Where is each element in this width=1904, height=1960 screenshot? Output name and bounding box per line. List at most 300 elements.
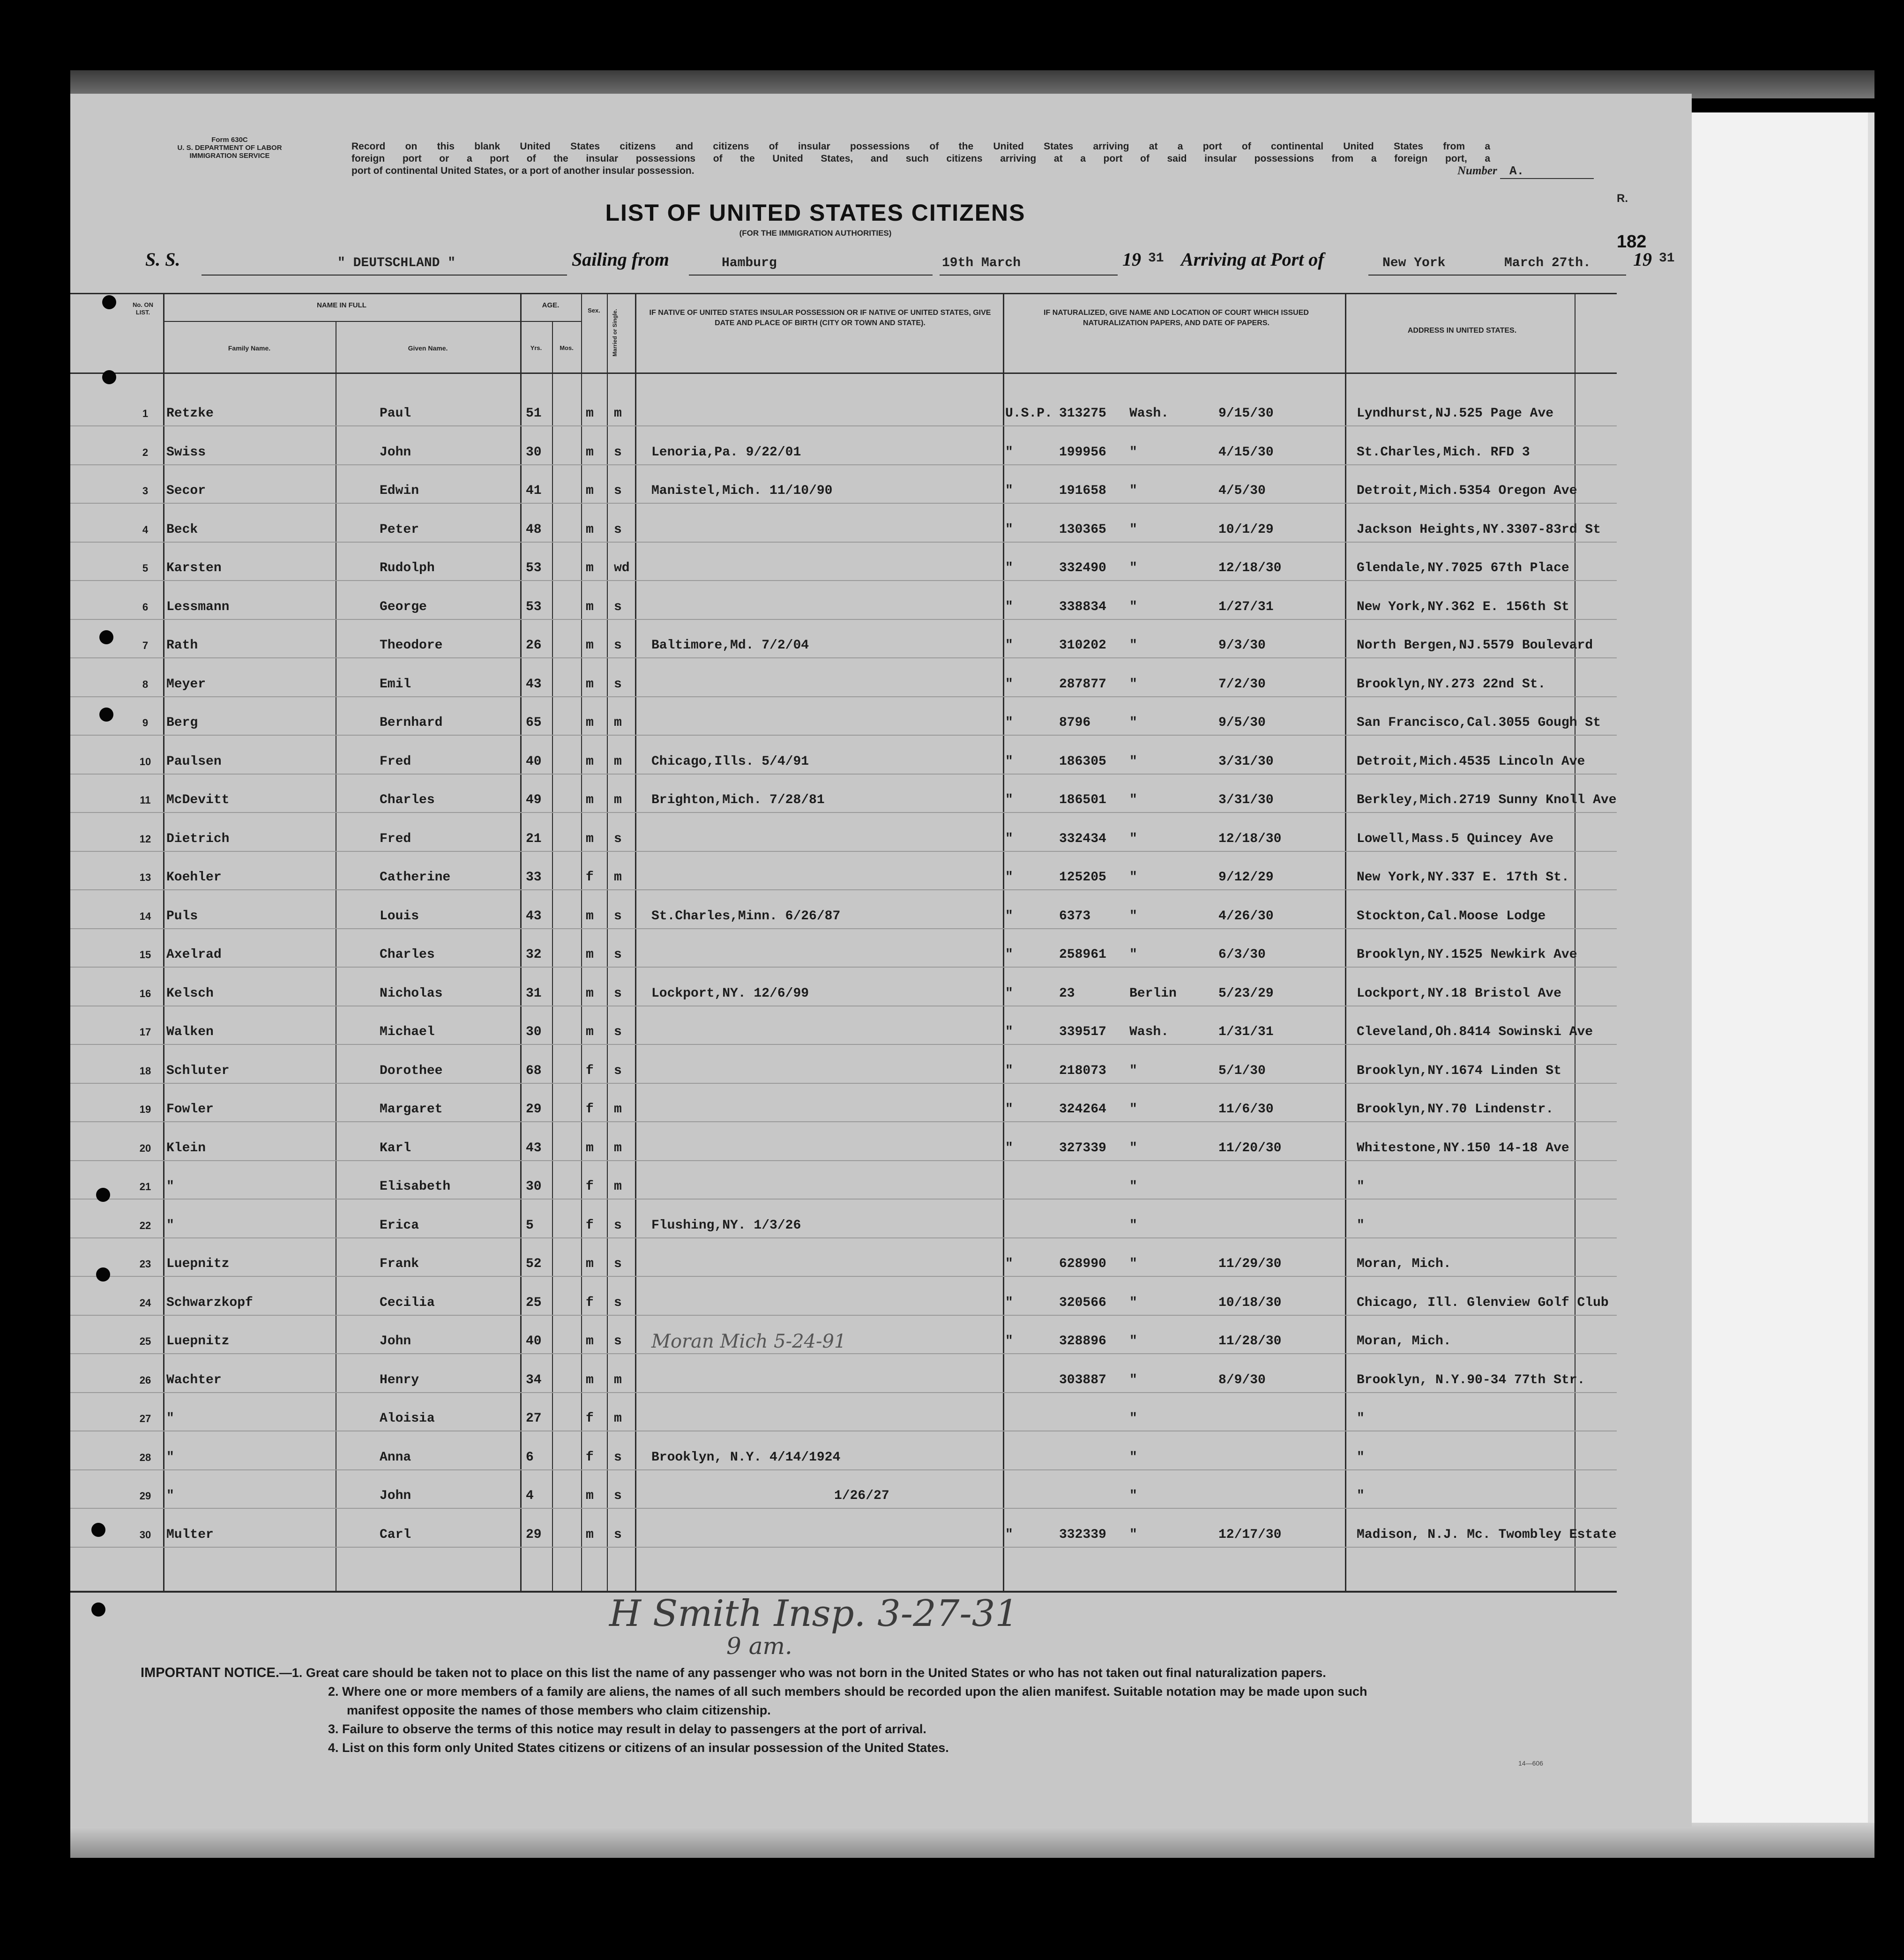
cell-address: Moran, Mich. [1357, 1257, 1451, 1271]
cell-court: " [1129, 1218, 1137, 1233]
row-rule [70, 1160, 1617, 1161]
cell-no: 15 [139, 949, 151, 961]
cell-age: 51 [526, 406, 542, 421]
cell-ms: s [614, 445, 622, 460]
col-divider [581, 293, 582, 1591]
cell-no: 29 [139, 1490, 151, 1502]
cell-family: Meyer [166, 677, 206, 692]
cell-ms: s [614, 1257, 622, 1271]
notice-text: —1. Great care should be taken not to place on this list the name of any passenger who was not born in the United States or who has not taken out final naturalization papers. [279, 1666, 1326, 1680]
cell-sex: f [586, 1063, 594, 1078]
cell-given: Bernhard [380, 715, 443, 730]
cell-age: 27 [526, 1411, 542, 1426]
cell-cert: 125205 [1059, 870, 1106, 885]
cell-ms: s [614, 484, 622, 498]
cell-ms: s [614, 1450, 622, 1465]
cell-prefix: " [1005, 484, 1013, 498]
cell-family: Dietrich [166, 831, 230, 846]
cell-sex: m [586, 599, 594, 614]
cell-prefix: " [1005, 1063, 1013, 1078]
cell-age: 43 [526, 1140, 542, 1155]
cell-court: " [1129, 831, 1137, 846]
manifest-page [70, 94, 1692, 1827]
cell-date: 9/15/30 [1218, 406, 1274, 421]
cell-no: 3 [142, 485, 149, 497]
header-sex: Sex. [588, 307, 600, 314]
cell-court: " [1129, 947, 1137, 962]
cell-sex: f [586, 1218, 594, 1233]
cell-cert: 191658 [1059, 484, 1106, 498]
cell-age: 53 [526, 561, 542, 575]
notice-line-2: 2. Where one or more members of a family are aliens, the names of all such members should be recorded upon the alien manifest. Suitable notation may be made upon such [328, 1684, 1367, 1699]
cell-court: " [1129, 793, 1137, 807]
row-rule [70, 735, 1617, 736]
row-rule [70, 1315, 1617, 1316]
cell-age: 30 [526, 1025, 542, 1039]
cell-family: McDevitt [166, 793, 230, 807]
cell-sex: m [586, 1140, 594, 1155]
cell-family: Karsten [166, 561, 222, 575]
cell-court: " [1129, 1102, 1137, 1117]
cell-date: 10/18/30 [1218, 1295, 1282, 1310]
cell-cert: 218073 [1059, 1063, 1106, 1078]
cell-cert: 186305 [1059, 754, 1106, 769]
cell-family: Beck [166, 522, 198, 537]
cell-ms: s [614, 1527, 622, 1542]
header-given: Given Name. [408, 344, 448, 352]
cell-date: 9/3/30 [1218, 638, 1266, 653]
cell-given: Elisabeth [380, 1179, 451, 1194]
cell-court: " [1129, 445, 1137, 460]
notice-heading: IMPORTANT NOTICE. [141, 1665, 279, 1680]
cell-date: 9/5/30 [1218, 715, 1266, 730]
cell-given: Charles [380, 947, 435, 962]
punch-hole [102, 370, 116, 384]
cell-prefix: " [1005, 754, 1013, 769]
cell-birth: Manistel,Mich. 11/10/90 [651, 484, 833, 498]
cell-age: 49 [526, 793, 542, 807]
row-rule [70, 1083, 1617, 1084]
cell-prefix: " [1005, 909, 1013, 924]
cell-sex: f [586, 1295, 594, 1310]
cell-date: 3/31/30 [1218, 793, 1274, 807]
cell-sex: m [586, 1489, 594, 1503]
cell-prefix: " [1005, 445, 1013, 460]
cell-family: Berg [166, 715, 198, 730]
cell-family: Swiss [166, 445, 206, 460]
cell-given: Charles [380, 793, 435, 807]
signature-text: H Smith Insp. 3-27-31 [609, 1593, 1018, 1635]
cell-court: " [1129, 677, 1137, 692]
cell-ms: s [614, 1063, 622, 1078]
cell-no: 16 [139, 987, 151, 999]
number-label: Number [1457, 164, 1497, 177]
cell-prefix: " [1005, 831, 1013, 846]
cell-date: 11/20/30 [1218, 1140, 1282, 1155]
row-rule [70, 1547, 1617, 1548]
number-field [1457, 164, 1594, 179]
cell-ms: s [614, 677, 622, 692]
cell-court: " [1129, 870, 1137, 885]
cell-no: 18 [139, 1065, 151, 1077]
header-mos: Mos. [560, 344, 574, 351]
cell-address: Chicago, Ill. Glenview Golf Club [1357, 1295, 1609, 1310]
cell-sex: m [586, 754, 594, 769]
cell-date: 1/27/31 [1218, 599, 1274, 614]
cell-address: Lockport,NY.18 Bristol Ave [1357, 986, 1561, 1001]
arrival-year: 31 [1659, 251, 1675, 266]
cell-court: " [1129, 1372, 1137, 1387]
service-name: IMMIGRATION SERVICE [189, 152, 270, 160]
cell-birth: Lockport,NY. 12/6/99 [651, 986, 809, 1001]
cell-prefix: " [1005, 1257, 1013, 1271]
inspector-signature [586, 1588, 1195, 1659]
cell-court: " [1129, 1063, 1137, 1078]
cell-no: 22 [139, 1219, 151, 1231]
page-subtitle: (FOR THE IMMIGRATION AUTHORITIES) [739, 229, 892, 238]
department-name: U. S. DEPARTMENT OF LABOR [177, 144, 282, 152]
cell-age: 68 [526, 1063, 542, 1078]
arrival-underline [1368, 275, 1626, 276]
cell-address: North Bergen,NJ.5579 Boulevard [1357, 638, 1593, 653]
departure-year: 31 [1148, 251, 1164, 266]
cell-no: 4 [142, 523, 149, 536]
cell-no: 27 [139, 1413, 151, 1424]
cell-prefix: " [1005, 1527, 1013, 1542]
row-rule [70, 1237, 1617, 1238]
row-rule [70, 774, 1617, 775]
cell-age: 30 [526, 445, 542, 460]
cell-no: 13 [139, 872, 151, 883]
cell-no: 11 [140, 794, 151, 806]
cell-age: 29 [526, 1102, 542, 1117]
cell-given: Paul [380, 406, 411, 421]
cell-given: John [380, 1334, 411, 1349]
cell-sex: f [586, 1411, 594, 1426]
page-title: LIST OF UNITED STATES CITIZENS [605, 200, 1026, 226]
instruction-line: foreign port or a port of the insular possessions of the United States, and such citizens arriving at a port of said insular possessions from a foreign port, a [351, 153, 1490, 164]
cell-cert: 287877 [1059, 677, 1106, 692]
cell-court: " [1129, 715, 1137, 730]
cell-ms: m [614, 1179, 622, 1194]
cell-given: Edwin [380, 484, 419, 498]
cell-prefix: " [1005, 561, 1013, 575]
col-divider [552, 321, 553, 1591]
cell-sex: m [586, 1257, 594, 1271]
cell-ms: s [614, 1218, 622, 1233]
cell-ms: m [614, 1102, 622, 1117]
cell-age: 29 [526, 1527, 542, 1542]
cell-birth: Moran Mich 5-24-91 [651, 1331, 846, 1352]
row-rule [70, 619, 1617, 620]
instruction-line: Record on this blank United States citizens and citizens of insular possessions of the United States arriving at a port of continental United States from a [351, 141, 1490, 152]
cell-given: Catherine [380, 870, 451, 885]
arriving-label: Arriving at Port of [1181, 249, 1324, 270]
cell-given: Nicholas [380, 986, 443, 1001]
row-rule [70, 657, 1617, 658]
cell-court: " [1129, 1295, 1137, 1310]
cell-sex: m [586, 986, 594, 1001]
cell-birth: St.Charles,Minn. 6/26/87 [651, 909, 841, 924]
cell-court: Wash. [1129, 1025, 1169, 1039]
cell-ms: s [614, 1025, 622, 1039]
cell-family: Schluter [166, 1063, 230, 1078]
arrival-port: New York [1382, 256, 1446, 270]
cell-no: 21 [139, 1181, 151, 1192]
cell-prefix: " [1005, 1334, 1013, 1349]
cell-sex: m [586, 1372, 594, 1387]
punch-hole [91, 1602, 105, 1617]
cell-no: 20 [139, 1142, 151, 1154]
cell-court: Berlin [1129, 986, 1177, 1001]
cell-date: 11/29/30 [1218, 1257, 1282, 1271]
form-number: Form 630C [211, 136, 248, 144]
cell-ms: m [614, 1140, 622, 1155]
form-instructions [351, 141, 1490, 177]
cell-date: 8/9/30 [1218, 1372, 1266, 1387]
cell-prefix: " [1005, 599, 1013, 614]
cell-sex: m [586, 715, 594, 730]
header-divider [70, 373, 1617, 374]
cell-no: 10 [139, 755, 151, 768]
row-rule [70, 1392, 1617, 1393]
row-rule [70, 1044, 1617, 1045]
cell-date: 7/2/30 [1218, 677, 1266, 692]
cell-given: Aloisia [380, 1411, 435, 1426]
departure-year-prefix: 19 [1122, 249, 1141, 270]
cell-family: Retzke [166, 406, 214, 421]
notice-line-4: 4. List on this form only United States citizens or citizens of an insular possession of the United States. [328, 1741, 949, 1755]
ship-name: " DEUTSCHLAND " [337, 256, 456, 270]
cell-family: Puls [166, 909, 198, 924]
cell-cert: 310202 [1059, 638, 1106, 653]
cell-no: 25 [139, 1335, 151, 1347]
cell-age: 43 [526, 677, 542, 692]
instruction-line: port of continental United States, or a port of another insular possession. [351, 165, 694, 176]
cell-family: Fowler [166, 1102, 214, 1117]
cell-ms: m [614, 1372, 622, 1387]
row-rule [70, 425, 1617, 426]
cell-address: Madison, N.J. Mc. Twombley Estate [1357, 1527, 1617, 1542]
cell-prefix: " [1005, 793, 1013, 807]
form-code: 14—606 [1518, 1759, 1543, 1767]
row-rule [70, 1121, 1617, 1122]
punch-hole [99, 708, 113, 722]
punch-hole [96, 1267, 110, 1282]
cell-given: Dorothee [380, 1063, 443, 1078]
cell-address: Brooklyn,NY.1525 Newkirk Ave [1357, 947, 1577, 962]
notice-line-3: 3. Failure to observe the terms of this notice may result in delay to passengers at the port of arrival. [328, 1722, 926, 1736]
cell-age: 26 [526, 638, 542, 653]
cell-family: Rath [166, 638, 198, 653]
cell-no: 8 [142, 678, 149, 690]
cell-ms: s [614, 599, 622, 614]
cell-age: 30 [526, 1179, 542, 1194]
punch-hole [91, 1523, 105, 1537]
cell-date: 12/18/30 [1218, 561, 1282, 575]
cell-sex: m [586, 638, 594, 653]
cell-sex: m [586, 793, 594, 807]
cell-address: Cleveland,Oh.8414 Sowinski Ave [1357, 1025, 1593, 1039]
voyage-line [145, 248, 1675, 281]
cell-cert: 6373 [1059, 909, 1091, 924]
cell-given: Cecilia [380, 1295, 435, 1310]
cell-no: 12 [139, 833, 151, 845]
cell-family: Kelsch [166, 986, 214, 1001]
cell-court: " [1129, 1140, 1137, 1155]
row-rule [70, 812, 1617, 813]
cell-birth: Brooklyn, N.Y. 4/14/1924 [651, 1450, 841, 1465]
cell-age: 31 [526, 986, 542, 1001]
cell-prefix: " [1005, 715, 1013, 730]
cell-given: George [380, 599, 427, 614]
cell-birth: Flushing,NY. 1/3/26 [651, 1218, 801, 1233]
row-rule [70, 1276, 1617, 1277]
cell-family: Paulsen [166, 754, 222, 769]
cell-cert: 258961 [1059, 947, 1106, 962]
cell-address: Lyndhurst,NJ.525 Page Ave [1357, 406, 1554, 421]
cell-birth: Chicago,Ills. 5/4/91 [651, 754, 809, 769]
cell-no: 2 [142, 446, 149, 458]
cell-family: Multer [166, 1527, 214, 1542]
cell-family: Koehler [166, 870, 222, 885]
cell-no: 26 [139, 1374, 151, 1386]
cell-date: 12/18/30 [1218, 831, 1282, 846]
cell-family: Axelrad [166, 947, 222, 962]
cell-given: Carl [380, 1527, 411, 1542]
sailing-label: Sailing from [572, 249, 669, 270]
passenger-table [70, 293, 1617, 1595]
table-border-top [70, 293, 1617, 294]
row-rule [70, 851, 1617, 852]
cell-given: Erica [380, 1218, 419, 1233]
cell-date: 5/1/30 [1218, 1063, 1266, 1078]
cell-cert: 130365 [1059, 522, 1106, 537]
cell-age: 5 [526, 1218, 534, 1233]
cell-given: Rudolph [380, 561, 435, 575]
cell-sex: m [586, 522, 594, 537]
cell-prefix: " [1005, 1025, 1013, 1039]
cell-family: " [166, 1218, 174, 1233]
cell-cert: 23 [1059, 986, 1075, 1001]
row-rule [70, 464, 1617, 465]
col-divider [1003, 293, 1004, 1591]
departure-date-underline [940, 275, 1118, 276]
header-birth: IF NATIVE OF UNITED STATES INSULAR POSSESSION OR IF NATIVE OF UNITED STATES, GIVE DATE AND PLACE OF BIRTH (CITY OR TOWN AND STATE). [649, 309, 991, 327]
cell-cert: 332339 [1059, 1527, 1106, 1542]
cell-sex: m [586, 445, 594, 460]
cell-given: Fred [380, 754, 411, 769]
header-no: No. ON LIST. [132, 301, 154, 316]
cell-cert: 313275 [1059, 406, 1106, 421]
cell-given: Theodore [380, 638, 443, 653]
row-rule [70, 967, 1617, 968]
cell-prefix: " [1005, 870, 1013, 885]
cell-cert: 327339 [1059, 1140, 1106, 1155]
cell-no: 19 [139, 1103, 151, 1115]
ship-underline [202, 275, 567, 276]
cell-family: " [166, 1450, 174, 1465]
cell-given: Anna [380, 1450, 411, 1465]
cell-cert: 332434 [1059, 831, 1106, 846]
cell-address: Jackson Heights,NY.3307-83rd St [1357, 522, 1601, 537]
cell-given: Karl [380, 1140, 411, 1155]
cell-date: 4/26/30 [1218, 909, 1274, 924]
cell-court: " [1129, 1450, 1137, 1465]
cell-court: " [1129, 561, 1137, 575]
cell-birth: Baltimore,Md. 7/2/04 [651, 638, 809, 653]
cell-sex: f [586, 870, 594, 885]
number-value: A. [1500, 164, 1594, 179]
signature-time: 9 am. [726, 1632, 792, 1659]
arrival-date: March 27th. [1504, 256, 1591, 270]
header-age: AGE. [542, 301, 560, 309]
cell-address: Brooklyn,NY.1674 Linden St [1357, 1063, 1561, 1078]
departure-date: 19th March [942, 256, 1021, 270]
cell-prefix: " [1005, 1102, 1013, 1117]
cell-given: John [380, 445, 411, 460]
row-rule [70, 928, 1617, 929]
cell-address: Glendale,NY.7025 67th Place [1357, 561, 1569, 575]
cell-sex: m [586, 677, 594, 692]
cell-court: " [1129, 1489, 1137, 1503]
cell-cert: 324264 [1059, 1102, 1106, 1117]
cell-address: New York,NY.337 E. 17th St. [1357, 870, 1569, 885]
cell-age: 33 [526, 870, 542, 885]
cell-family: Schwarzkopf [166, 1295, 253, 1310]
cell-date: 12/17/30 [1218, 1527, 1282, 1542]
cell-prefix: " [1005, 986, 1013, 1001]
cell-ms: s [614, 831, 622, 846]
cell-address: " [1357, 1450, 1365, 1465]
cell-address: Whitestone,NY.150 14-18 Ave [1357, 1140, 1569, 1155]
departure-port-underline [689, 275, 933, 276]
cell-ms: m [614, 793, 622, 807]
page-fold [1868, 112, 1874, 1827]
cell-ms: s [614, 638, 622, 653]
punch-hole [99, 630, 113, 644]
cell-cert: 332490 [1059, 561, 1106, 575]
cell-sex: m [586, 561, 594, 575]
cell-court: " [1129, 754, 1137, 769]
cell-court: " [1129, 1179, 1137, 1194]
col-divider [520, 293, 522, 1591]
cell-family: " [166, 1411, 174, 1426]
cell-ms: m [614, 406, 622, 421]
cell-no: 17 [139, 1026, 151, 1038]
cell-given: Fred [380, 831, 411, 846]
cell-date: 3/31/30 [1218, 754, 1274, 769]
cell-family: Luepnitz [166, 1334, 230, 1349]
ss-label: S. S. [145, 249, 180, 270]
row-rule [70, 503, 1617, 504]
header-naturalized: IF NATURALIZED, GIVE NAME AND LOCATION OF COURT WHICH ISSUED NATURALIZATION PAPERS, AND DATE OF PAPERS. [1044, 309, 1309, 327]
cell-court: " [1129, 484, 1137, 498]
cell-age: 48 [526, 522, 542, 537]
cell-age: 4 [526, 1489, 534, 1503]
page-number: 182 [1617, 232, 1647, 252]
cell-sex: f [586, 1102, 594, 1117]
cell-given: Peter [380, 522, 419, 537]
cell-cert: 186501 [1059, 793, 1106, 807]
notice-line-1 [141, 1663, 1326, 1682]
cell-given: Frank [380, 1257, 419, 1271]
cell-cert: 338834 [1059, 599, 1106, 614]
cell-age: 40 [526, 1334, 542, 1349]
row-rule [70, 1469, 1617, 1470]
cell-family: Wachter [166, 1372, 222, 1387]
cell-court: " [1129, 599, 1137, 614]
